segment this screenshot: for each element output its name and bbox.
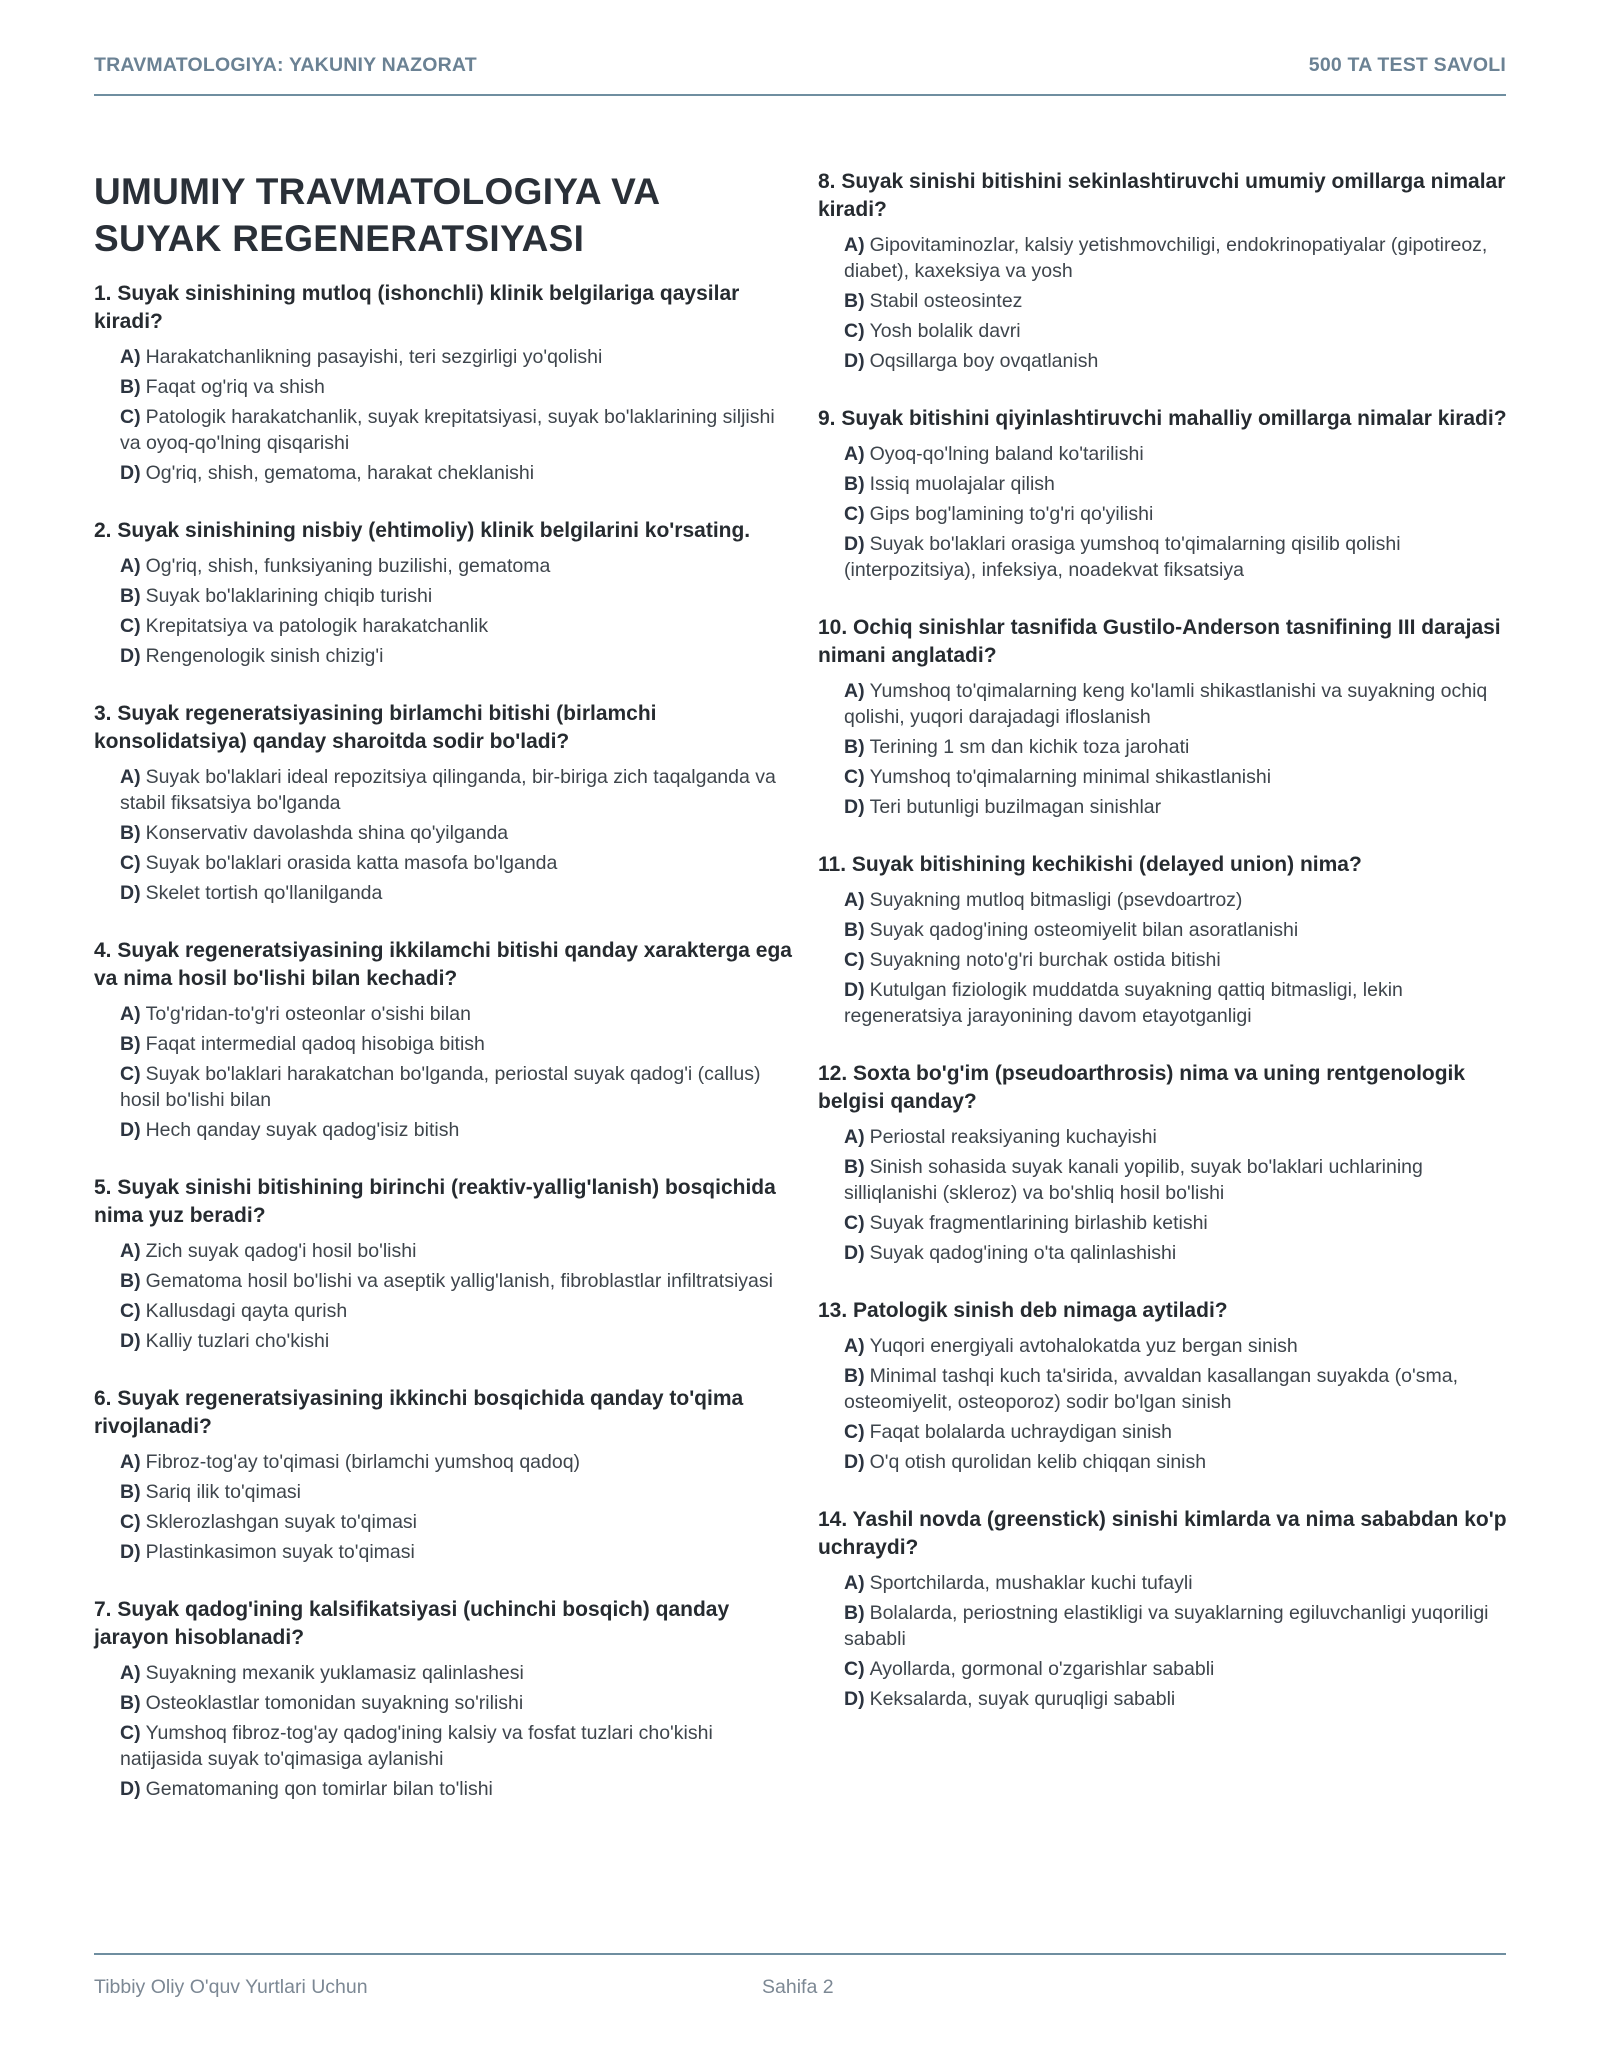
option-letter: B)	[120, 585, 141, 607]
answer-option	[94, 1268, 794, 1294]
question	[94, 1596, 794, 1802]
option-letter: B)	[120, 1692, 141, 1714]
answer-option	[94, 1539, 794, 1565]
option-text: Sinish sohasida suyak kanali yopilib, suyak bo'laklari uchlarining silliqlanishi (skleroz) va bo'shliq hosil bo'lishi	[844, 1156, 1423, 1204]
section-title: UMUMIY TRAVMATOLOGIYA VA SUYAK REGENERATSIYASI	[94, 171, 659, 259]
option-text: Fibroz-tog'ay to'qimasi (birlamchi yumshoq qadoq)	[145, 1451, 581, 1473]
option-letter: B)	[844, 473, 865, 495]
option-text: Issiq muolajalar qilish	[869, 473, 1055, 495]
option-text: Faqat bolalarda uchraydigan sinish	[869, 1421, 1173, 1443]
question-list-left	[94, 280, 794, 1802]
question	[818, 1297, 1510, 1475]
option-letter: B)	[120, 822, 141, 844]
question-text: 12. Soxta bo'g'im (pseudoarthrosis) nima va uning rentgenologik belgisi qanday?	[818, 1062, 1466, 1113]
option-text: Suyakning mutloq bitmasligi (psevdoartroz)	[869, 889, 1243, 911]
option-letter: B)	[844, 1156, 865, 1178]
option-letter: D)	[120, 1119, 141, 1141]
option-text: Suyak fragmentlarining birlashib ketishi	[869, 1212, 1208, 1234]
option-text: Faqat og'riq va shish	[145, 376, 325, 398]
answer-option	[94, 1776, 794, 1802]
option-text: Yosh bolalik davri	[869, 320, 1021, 342]
answer-option	[818, 917, 1510, 943]
option-text: Suyak qadog'ining osteomiyelit bilan asoratlanishi	[869, 919, 1299, 941]
option-text: Gips bog'lamining to'g'ri qo'yilishi	[869, 503, 1154, 525]
left-column	[94, 168, 794, 1833]
option-text: Zich suyak qadog'i hosil bo'lishi	[145, 1240, 417, 1262]
page-header	[94, 54, 1506, 96]
question-text: 2. Suyak sinishining nisbiy (ehtimoliy) klinik belgilarini ko'rsating.	[94, 519, 751, 542]
option-text: Suyakning noto'g'ri burchak ostida bitishi	[869, 949, 1221, 971]
option-letter: C)	[844, 949, 865, 971]
option-letter: B)	[120, 1270, 141, 1292]
answer-option	[818, 1333, 1510, 1359]
answer-option	[818, 887, 1510, 913]
option-text: Gematoma hosil bo'lishi va aseptik yallig'lanish, fibroblastlar infiltratsiyasi	[145, 1270, 773, 1292]
option-letter: A)	[844, 889, 865, 911]
option-letter: A)	[120, 555, 141, 577]
option-letter: B)	[120, 1481, 141, 1503]
option-text: Og'riq, shish, gematoma, harakat cheklanishi	[145, 462, 535, 484]
answer-option	[818, 501, 1510, 527]
page-number: Sahifa 2	[762, 1976, 834, 1998]
option-letter: D)	[120, 1541, 141, 1563]
option-letter: A)	[844, 1335, 865, 1357]
answer-option	[94, 643, 794, 669]
option-text: Gipovitaminozlar, kalsiy yetishmovchiligi, endokrinopatiyalar (gipotireoz, diabet), kaxeksiya va yosh	[844, 234, 1488, 282]
answer-option	[818, 734, 1510, 760]
option-text: Keksalarda, suyak quruqligi sababli	[869, 1688, 1176, 1710]
option-text: Ayollarda, gormonal o'zgarishlar sababli	[869, 1658, 1215, 1680]
header-title: TRAVMATOLOGIYA: YAKUNIY NAZORAT	[94, 54, 477, 76]
option-letter: C)	[120, 406, 141, 428]
option-letter: B)	[844, 290, 865, 312]
answer-option	[818, 1363, 1510, 1415]
option-letter: C)	[844, 1658, 865, 1680]
answer-option	[94, 1298, 794, 1324]
option-letter: A)	[844, 1572, 865, 1594]
option-text: Kutulgan fiziologik muddatda suyakning qattiq bitmasligi, lekin regeneratsiya jarayonining davom etayotganligi	[844, 979, 1403, 1027]
question-text: 6. Suyak regeneratsiyasining ikkinchi bosqichida qanday to'qima rivojlanadi?	[94, 1387, 744, 1438]
answer-option	[94, 1061, 794, 1113]
option-letter: C)	[844, 503, 865, 525]
option-letter: D)	[120, 462, 141, 484]
option-text: Terining 1 sm dan kichik toza jarohati	[869, 736, 1190, 758]
question-text: 3. Suyak regeneratsiyasining birlamchi bitishi (birlamchi konsolidatsiya) qanday sharoitda sodir bo'ladi?	[94, 702, 657, 753]
option-text: Yumshoq fibroz-tog'ay qadog'ining kalsiy va fosfat tuzlari cho'kishi natijasida suyak to'qimasiga aylanishi	[120, 1722, 713, 1770]
option-text: Minimal tashqi kuch ta'sirida, avvaldan kasallangan suyakda (o'sma, osteomiyelit, osteoporoz) sodir bo'lgan sinish	[844, 1365, 1458, 1413]
option-text: Sklerozlashgan suyak to'qimasi	[145, 1511, 418, 1533]
answer-option	[94, 1509, 794, 1535]
answer-option	[94, 1479, 794, 1505]
right-column	[818, 168, 1510, 1743]
answer-option	[94, 1238, 794, 1264]
footer-text: Tibbiy Oliy O'quv Yurtlari Uchun	[94, 1976, 368, 1998]
option-letter: A)	[120, 1003, 141, 1025]
option-letter: A)	[120, 766, 141, 788]
question	[818, 1506, 1510, 1712]
answer-option	[94, 1690, 794, 1716]
answer-option	[818, 1449, 1510, 1475]
answer-option	[818, 441, 1510, 467]
question-text: 5. Suyak sinishi bitishining birinchi (reaktiv-yallig'lanish) bosqichida nima yuz beradi?	[94, 1176, 776, 1227]
option-letter: C)	[120, 1722, 141, 1744]
option-letter: C)	[120, 852, 141, 874]
option-letter: A)	[844, 1126, 865, 1148]
answer-option	[818, 1570, 1510, 1596]
answer-option	[818, 471, 1510, 497]
option-text: Suyak bo'laklari harakatchan bo'lganda, periostal suyak qadog'i (callus) hosil bo'lishi bilan	[120, 1063, 761, 1111]
option-text: Stabil osteosintez	[869, 290, 1023, 312]
option-letter: D)	[120, 1330, 141, 1352]
option-letter: A)	[120, 1240, 141, 1262]
answer-option	[94, 1660, 794, 1686]
option-letter: D)	[844, 1451, 865, 1473]
answer-option	[818, 1686, 1510, 1712]
answer-option	[94, 583, 794, 609]
answer-option	[818, 232, 1510, 284]
option-letter: D)	[844, 1242, 865, 1264]
option-text: Oyoq-qo'lning baland ko'tarilishi	[869, 443, 1144, 465]
question-text: 7. Suyak qadog'ining kalsifikatsiyasi (uchinchi bosqich) qanday jarayon hisoblanadi?	[94, 1598, 730, 1649]
option-text: O'q otish qurolidan kelib chiqqan sinish	[869, 1451, 1207, 1473]
answer-option	[94, 1449, 794, 1475]
question-text: 4. Suyak regeneratsiyasining ikkilamchi bitishi qanday xarakterga ega va nima hosil bo'lishi bilan kechadi?	[94, 939, 792, 990]
header-subtitle: 500 TA TEST SAVOLI	[1308, 54, 1506, 76]
option-letter: C)	[844, 1421, 865, 1443]
option-letter: D)	[120, 1778, 141, 1800]
option-text: Faqat intermedial qadoq hisobiga bitish	[145, 1033, 485, 1055]
option-letter: D)	[844, 1688, 865, 1710]
answer-option	[818, 531, 1510, 583]
question-text: 14. Yashil novda (greenstick) sinishi kimlarda va nima sababdan ko'p uchraydi?	[818, 1508, 1507, 1559]
answer-option	[94, 820, 794, 846]
option-text: To'g'ridan-to'g'ri osteonlar o'sishi bilan	[145, 1003, 471, 1025]
option-text: Kallusdagi qayta qurish	[145, 1300, 348, 1322]
answer-option	[818, 764, 1510, 790]
answer-option	[818, 1124, 1510, 1150]
option-letter: B)	[844, 736, 865, 758]
option-text: Yuqori energiyali avtohalokatda yuz bergan sinish	[869, 1335, 1298, 1357]
question	[94, 1385, 794, 1565]
option-text: Plastinkasimon suyak to'qimasi	[145, 1541, 415, 1563]
answer-option	[94, 460, 794, 486]
answer-option	[818, 794, 1510, 820]
option-text: Skelet tortish qo'llanilganda	[145, 882, 383, 904]
answer-option	[94, 613, 794, 639]
answer-option	[94, 764, 794, 816]
answer-option	[818, 348, 1510, 374]
option-text: Suyak bo'laklari orasida katta masofa bo'lganda	[145, 852, 558, 874]
option-text: Hech qanday suyak qadog'isiz bitish	[145, 1119, 460, 1141]
answer-option	[818, 1419, 1510, 1445]
answer-option	[818, 1600, 1510, 1652]
answer-option	[818, 1154, 1510, 1206]
option-text: Kalliy tuzlari cho'kishi	[145, 1330, 330, 1352]
option-letter: C)	[120, 1063, 141, 1085]
answer-option	[94, 344, 794, 370]
option-letter: C)	[844, 766, 865, 788]
option-letter: C)	[120, 615, 141, 637]
option-text: Gematomaning qon tomirlar bilan to'lishi	[145, 1778, 493, 1800]
option-text: Periostal reaksiyaning kuchayishi	[869, 1126, 1157, 1148]
answer-option	[818, 947, 1510, 973]
option-text: Osteoklastlar tomonidan suyakning so'rilishi	[145, 1692, 524, 1714]
question	[94, 700, 794, 906]
option-text: Og'riq, shish, funksiyaning buzilishi, gematoma	[145, 555, 551, 577]
question	[818, 1060, 1510, 1266]
option-letter: D)	[844, 979, 865, 1001]
option-text: Konservativ davolashda shina qo'yilganda	[145, 822, 509, 844]
option-letter: D)	[844, 533, 865, 555]
option-text: Suyak qadog'ining o'ta qalinlashishi	[869, 1242, 1177, 1264]
question	[94, 937, 794, 1143]
answer-option	[818, 977, 1510, 1029]
question-text: 9. Suyak bitishini qiyinlashtiruvchi mahalliy omillarga nimalar kiradi?	[818, 407, 1507, 430]
question	[818, 168, 1510, 374]
option-letter: B)	[120, 1033, 141, 1055]
option-letter: D)	[120, 882, 141, 904]
option-letter: A)	[844, 680, 865, 702]
question-text: 10. Ochiq sinishlar tasnifida Gustilo-Anderson tasnifining III darajasi nimani anglatadi?	[818, 616, 1501, 667]
answer-option	[94, 553, 794, 579]
question	[818, 614, 1510, 820]
option-letter: A)	[844, 234, 865, 256]
option-letter: A)	[120, 1662, 141, 1684]
option-text: Patologik harakatchanlik, suyak krepitatsiyasi, suyak bo'laklarining siljishi va oyoq-qo'lning qisqarishi	[120, 406, 775, 454]
question-text: 1. Suyak sinishining mutloq (ishonchli) klinik belgilariga qaysilar kiradi?	[94, 282, 740, 333]
option-text: Sportchilarda, mushaklar kuchi tufayli	[869, 1572, 1193, 1594]
option-letter: C)	[844, 1212, 865, 1234]
question-text: 13. Patologik sinish deb nimaga aytiladi?	[818, 1299, 1228, 1322]
answer-option	[94, 1328, 794, 1354]
question-list-right	[818, 168, 1510, 1712]
option-letter: A)	[120, 1451, 141, 1473]
option-text: Bolalarda, periostning elastikligi va suyaklarning egiluvchanligi yuqoriligi sababli	[844, 1602, 1489, 1650]
answer-option	[818, 1210, 1510, 1236]
question	[94, 1174, 794, 1354]
question	[818, 405, 1510, 583]
option-letter: C)	[120, 1300, 141, 1322]
option-text: Yumshoq to'qimalarning minimal shikastlanishi	[869, 766, 1272, 788]
answer-option	[818, 318, 1510, 344]
answer-option	[818, 1656, 1510, 1682]
answer-option	[818, 678, 1510, 730]
answer-option	[94, 1001, 794, 1027]
question	[818, 851, 1510, 1029]
question	[94, 517, 794, 669]
option-text: Suyak bo'laklari ideal repozitsiya qilinganda, bir-biriga zich taqalganda va stabil fiksatsiya bo'lganda	[120, 766, 776, 814]
option-text: Yumshoq to'qimalarning keng ko'lamli shikastlanishi va suyakning ochiq qolishi, yuqori darajadagi ifloslanish	[844, 680, 1488, 728]
option-text: Rengenologik sinish chizig'i	[145, 645, 384, 667]
question	[94, 280, 794, 486]
option-text: Suyak bo'laklarining chiqib turishi	[145, 585, 433, 607]
option-letter: B)	[844, 919, 865, 941]
option-text: Suyakning mexanik yuklamasiz qalinlashesi	[145, 1662, 524, 1684]
option-text: Suyak bo'laklari orasiga yumshoq to'qimalarning qisilib qolishi (interpozitsiya), infeksiya, noadekvat fiksatsiya	[844, 533, 1401, 581]
option-letter: D)	[844, 350, 865, 372]
answer-option	[94, 850, 794, 876]
answer-option	[94, 880, 794, 906]
option-letter: B)	[120, 376, 141, 398]
answer-option	[94, 1720, 794, 1772]
option-text: Teri butunligi buzilmagan sinishlar	[869, 796, 1162, 818]
answer-option	[94, 404, 794, 456]
question-text: 11. Suyak bitishining kechikishi (delayed union) nima?	[818, 853, 1362, 876]
option-text: Harakatchanlikning pasayishi, teri sezgirligi yo'qolishi	[145, 346, 603, 368]
option-letter: A)	[844, 443, 865, 465]
answer-option	[818, 288, 1510, 314]
option-letter: C)	[844, 320, 865, 342]
option-letter: A)	[120, 346, 141, 368]
answer-option	[94, 374, 794, 400]
page-footer	[94, 1953, 1506, 1998]
option-letter: C)	[120, 1511, 141, 1533]
option-letter: D)	[844, 796, 865, 818]
answer-option	[94, 1031, 794, 1057]
answer-option	[818, 1240, 1510, 1266]
option-text: Krepitatsiya va patologik harakatchanlik	[145, 615, 489, 637]
option-letter: B)	[844, 1602, 865, 1624]
option-text: Sariq ilik to'qimasi	[145, 1481, 302, 1503]
question-text: 8. Suyak sinishi bitishini sekinlashtiruvchi umumiy omillarga nimalar kiradi?	[818, 170, 1506, 221]
option-letter: B)	[844, 1365, 865, 1387]
answer-option	[94, 1117, 794, 1143]
option-letter: D)	[120, 645, 141, 667]
option-text: Oqsillarga boy ovqatlanish	[869, 350, 1099, 372]
